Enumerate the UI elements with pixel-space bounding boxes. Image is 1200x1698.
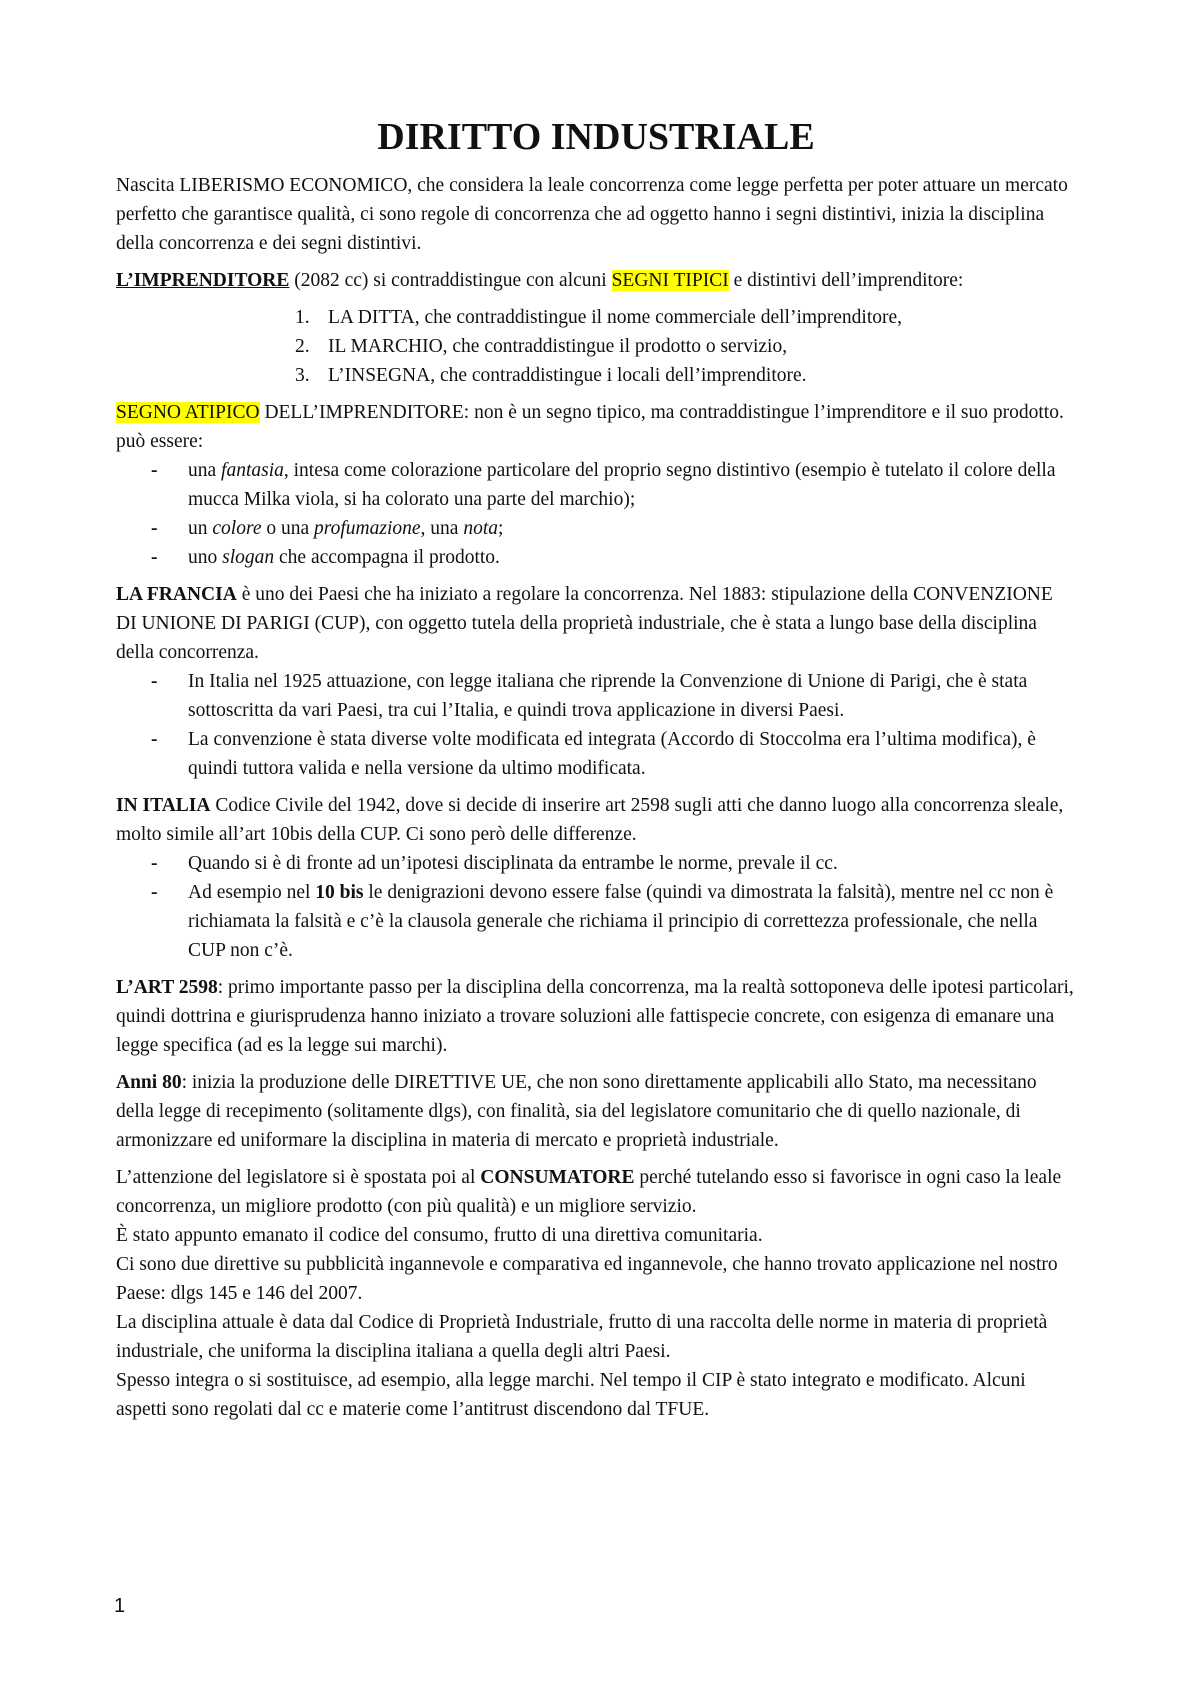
text-run: o una bbox=[261, 518, 314, 539]
text-run: uno bbox=[188, 547, 223, 568]
francia-bold: LA FRANCIA bbox=[116, 584, 237, 605]
anni80-text: : inizia la produzione delle DIRETTIVE UE, che non sono direttamente applicabili allo Stato, ma necessitano della legge di recepimento (solitamente dlgs), con finalità, sia del legislatore comunitario che di quello nazionale, di armonizzare ed uniformare la disciplina in materia di mercato e proprietà industriale. bbox=[116, 1072, 1037, 1151]
text-run: che accompagna il prodotto. bbox=[274, 547, 500, 568]
text-run: Ad esempio nel bbox=[188, 882, 316, 903]
bold-term: 10 bis bbox=[315, 882, 364, 903]
italia-list bbox=[116, 849, 1076, 965]
list-item bbox=[116, 332, 1076, 361]
text-run: un bbox=[188, 518, 213, 539]
francia-paragraph bbox=[116, 580, 1076, 667]
imprenditore-text-a: (2082 cc) si contraddistingue con alcuni bbox=[289, 270, 612, 291]
list-item bbox=[116, 514, 1076, 543]
text-run: le denigrazioni devono essere false (quindi va dimostrata la falsità), mentre nel cc non è richiamata la falsità e c’è la clausola generale che richiama il principio di correttezza professionale, che nella CUP non c’è. bbox=[188, 882, 1054, 961]
art2598-bold: L’ART 2598 bbox=[116, 977, 218, 998]
segno-atipico-highlight: SEGNO ATIPICO bbox=[116, 402, 260, 423]
text-run: , una bbox=[420, 518, 464, 539]
italic-term: fantasia bbox=[221, 460, 284, 481]
italic-term: profumazione bbox=[314, 518, 421, 539]
text-run: , intesa come colorazione particolare del proprio segno distintivo (esempio è tutelato il colore della mucca Milka viola, si ha colorato una parte del marchio); bbox=[188, 460, 1056, 510]
segni-tipici-highlight: SEGNI TIPICI bbox=[611, 270, 729, 291]
list-item-text: LA DITTA, che contraddistingue il nome commerciale dell’imprenditore, bbox=[328, 307, 903, 328]
consumatore-paragraph bbox=[116, 1163, 1076, 1221]
list-item-text: IL MARCHIO, che contraddistingue il prodotto o servizio, bbox=[328, 336, 788, 357]
list-item: - La convenzione è stata diverse volte modificata ed integrata (Accordo di Stoccolma era l’ultima modifica), è quindi tuttora valida e nella versione da ultimo modificata. bbox=[116, 725, 1076, 783]
text-run: L’attenzione del legislatore si è spostata poi al bbox=[116, 1167, 481, 1188]
italia-text: Codice Civile del 1942, dove si decide di inserire art 2598 sugli atti che danno luogo alla concorrenza sleale, molto simile all’art 10bis della CUP. Ci sono però delle differenze. bbox=[116, 795, 1064, 845]
list-item bbox=[116, 303, 1076, 332]
list-number: 3. bbox=[295, 365, 310, 386]
anni80-paragraph bbox=[116, 1068, 1076, 1155]
consumatore-line: La disciplina attuale è data dal Codice di Proprietà Industriale, frutto di una raccolta delle norme in materia di proprietà industriale, che uniforma la disciplina italiana a quella degli altri Paesi. bbox=[116, 1312, 1048, 1362]
page-number: 1 bbox=[114, 1595, 126, 1617]
page-title: DIRITTO INDUSTRIALE bbox=[377, 116, 815, 158]
text-run: una bbox=[188, 460, 222, 481]
italia-paragraph bbox=[116, 791, 1076, 849]
document-page bbox=[116, 112, 1076, 1424]
italic-term: nota bbox=[463, 518, 498, 539]
italia-bold: IN ITALIA bbox=[116, 795, 211, 816]
atipico-paragraph bbox=[116, 398, 1076, 456]
italic-term: slogan bbox=[222, 547, 275, 568]
imprenditore-paragraph bbox=[116, 266, 1076, 295]
italic-term: colore bbox=[212, 518, 262, 539]
list-item bbox=[116, 456, 1076, 514]
art2598-paragraph bbox=[116, 973, 1076, 1060]
text-run: perché tutelando esso si favorisce in ogni caso la leale concorrenza, un migliore prodotto (con più qualità) e un migliore servizio. bbox=[116, 1167, 1062, 1217]
atipico-list bbox=[116, 456, 1076, 572]
consumatore-line: Ci sono due direttive su pubblicità ingannevole e comparativa ed ingannevole, che hanno trovato applicazione nel nostro Paese: dlgs 145 e 146 del 2007. bbox=[116, 1254, 1058, 1304]
atipico-text: DELL’IMPRENDITORE: non è un segno tipico, ma contraddistingue l’imprenditore e il suo prodotto. può essere: bbox=[116, 402, 1064, 452]
text-run: ; bbox=[497, 518, 504, 539]
segni-tipici-list bbox=[116, 303, 1076, 390]
intro-paragraph: Nascita LIBERISMO ECONOMICO, che considera la leale concorrenza come legge perfetta per poter attuare un mercato perfetto che garantisce qualità, ci sono regole di concorrenza che ad oggetto hanno i segni distintivi, inizia la disciplina della concorrenza e dei segni distintivi. bbox=[116, 175, 1068, 254]
list-item: - Quando si è di fronte ad un’ipotesi disciplinata da entrambe le norme, prevale il cc. bbox=[116, 849, 1076, 878]
list-item bbox=[116, 543, 1076, 572]
consumatore-line: Spesso integra o si sostituisce, ad esempio, alla legge marchi. Nel tempo il CIP è stato integrato e modificato. Alcuni aspetti sono regolati dal cc e materie come l’antitrust discendono dal TFUE. bbox=[116, 1370, 1026, 1420]
consumatore-bold: CONSUMATORE bbox=[480, 1167, 635, 1188]
imprenditore-heading: L’IMPRENDITORE bbox=[116, 270, 290, 291]
art2598-text: : primo importante passo per la disciplina della concorrenza, ma la realtà sottoponeva delle ipotesi particolari, quindi dottrina e giurisprudenza hanno iniziato a trovare soluzioni alle fattispecie concrete, con esigenza di emanare una legge specifica (ad es la legge sui marchi). bbox=[116, 977, 1074, 1056]
imprenditore-text-b: e distintivi dell’imprenditore: bbox=[728, 270, 964, 291]
anni80-bold: Anni 80 bbox=[116, 1072, 182, 1093]
list-item: - In Italia nel 1925 attuazione, con legge italiana che riprende la Convenzione di Unione di Parigi, che è stata sottoscritta da vari Paesi, tra cui l’Italia, e quindi trova applicazione in diversi Paesi. bbox=[116, 667, 1076, 725]
francia-text: è uno dei Paesi che ha iniziato a regolare la concorrenza. Nel 1883: stipulazione della CONVENZIONE DI UNIONE DI PARIGI (CUP), con oggetto tutela della proprietà industriale, che è stata a lungo base della disciplina della concorrenza. bbox=[116, 584, 1053, 663]
list-number: 1. bbox=[295, 307, 310, 328]
list-item bbox=[116, 878, 1076, 965]
francia-list bbox=[116, 667, 1076, 783]
list-number: 2. bbox=[295, 336, 310, 357]
list-item-text: L’INSEGNA, che contraddistingue i locali dell’imprenditore. bbox=[328, 365, 807, 386]
consumatore-line: È stato appunto emanato il codice del consumo, frutto di una direttiva comunitaria. bbox=[116, 1225, 763, 1246]
list-item bbox=[116, 361, 1076, 390]
